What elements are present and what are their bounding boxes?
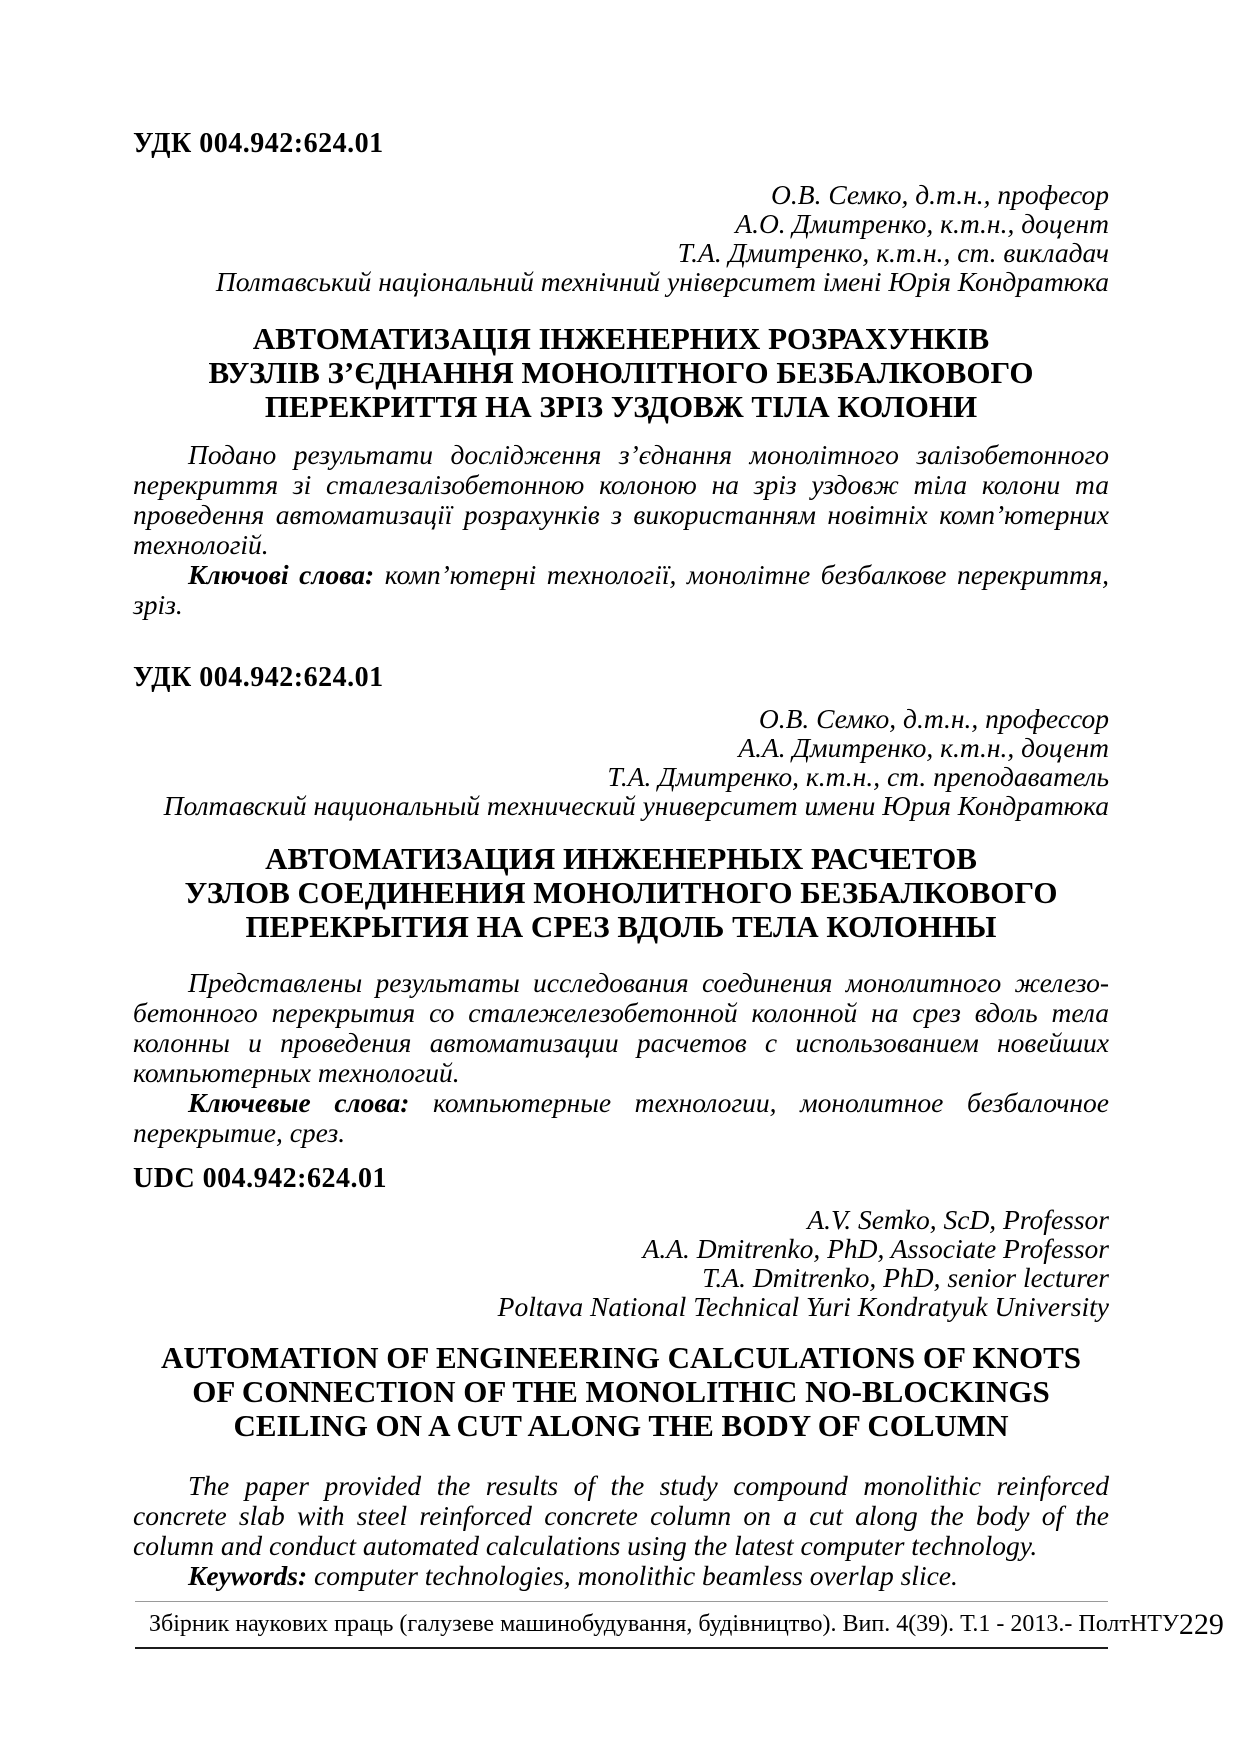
footer-journal-line: Збірник наукових праць (галузеве машинобудування, будівництво). Вип. 4(39). Т.1 - 2013.- ПолтНТУ bbox=[149, 1611, 1179, 1637]
title-line: ПЕРЕКРИТТЯ НА ЗРІЗ УЗДОВЖ ТІЛА КОЛОНИ bbox=[264, 389, 978, 424]
footer-page-number: 229 bbox=[1178, 1607, 1224, 1641]
keywords-label: Ключові слова: bbox=[188, 559, 375, 590]
page-content bbox=[133, 0, 1109, 1591]
author-line: A.A. Dmitrenko, PhD, Associate Professor bbox=[642, 1233, 1109, 1264]
authors-block bbox=[133, 704, 1109, 820]
keywords-paragraph bbox=[133, 1561, 1109, 1591]
section-ukrainian bbox=[133, 128, 1109, 620]
title-line: ВУЗЛІВ З’ЄДНАННЯ МОНОЛІТНОГО БЕЗБАЛКОВОГО bbox=[208, 355, 1034, 390]
page-footer bbox=[135, 1601, 1224, 1649]
author-line: Т.А. Дмитренко, к.т.н., ст. преподаватель bbox=[607, 761, 1109, 792]
title-line: АВТОМАТИЗАЦИЯ ИНЖЕНЕРНЫХ РАСЧЕТОВ bbox=[265, 841, 977, 876]
udc-code: UDC 004.942:624.01 bbox=[133, 1163, 387, 1194]
affiliation-line: Poltava National Technical Yuri Kondratyuk University bbox=[497, 1291, 1109, 1322]
affiliation-line: Полтавский национальный технический университет имени Юрия Кондратюка bbox=[163, 790, 1109, 821]
udc-code: УДК 004.942:624.01 bbox=[133, 662, 384, 693]
author-line: Т.А. Дмитренко, к.т.н., ст. викладач bbox=[677, 237, 1109, 268]
section-russian bbox=[133, 662, 1109, 1148]
authors-block bbox=[133, 1205, 1109, 1321]
paper-title bbox=[133, 322, 1109, 424]
title-line: AUTOMATION OF ENGINEERING CALCULATIONS OF KNOTS bbox=[160, 1340, 1082, 1375]
section-english bbox=[133, 1163, 1109, 1591]
author-line: А.А. Дмитренко, к.т.н., доцент bbox=[738, 732, 1109, 763]
paper-title bbox=[133, 842, 1109, 944]
title-line: ПЕРЕКРЫТИЯ НА СРЕЗ ВДОЛЬ ТЕЛА КОЛОННЫ bbox=[245, 909, 997, 944]
title-line: CEILING ON A CUT ALONG THE BODY OF COLUMN bbox=[233, 1408, 1009, 1443]
keywords-text: комп’ютерні технології, монолітне безбалкове перекриття, зріз. bbox=[133, 559, 1110, 620]
keywords-label: Ключевые слова: bbox=[188, 1087, 410, 1118]
author-line: О.В. Семко, д.т.н., професор bbox=[771, 179, 1109, 210]
paper-title bbox=[133, 1341, 1109, 1443]
author-line: О.В. Семко, д.т.н., профессор bbox=[758, 703, 1109, 734]
title-line: OF CONNECTION OF THE MONOLITHIC NO-BLOCKINGS bbox=[192, 1374, 1050, 1409]
author-line: А.О. Дмитренко, к.т.н., доцент bbox=[735, 208, 1109, 239]
keywords-paragraph bbox=[133, 560, 1109, 620]
title-line: АВТОМАТИЗАЦІЯ ІНЖЕНЕРНИХ РОЗРАХУНКІВ bbox=[252, 321, 990, 356]
keywords-label: Keywords: bbox=[188, 1560, 308, 1591]
author-line: T.A. Dmitrenko, PhD, senior lecturer bbox=[702, 1262, 1109, 1293]
keywords-text: computer technologies, monolithic beamless overlap slice. bbox=[314, 1560, 958, 1591]
author-line: A.V. Semko, ScD, Professor bbox=[807, 1204, 1109, 1235]
affiliation-line: Полтавський національний технічний університет імені Юрія Кондратюка bbox=[215, 266, 1109, 297]
title-line: УЗЛОВ СОЕДИНЕНИЯ МОНОЛИТНОГО БЕЗБАЛКОВОГО bbox=[184, 875, 1058, 910]
authors-block bbox=[133, 180, 1109, 296]
abstract-paragraph: Подано результати дослідження з’єднання монолітного залізобетонного перекриття зі сталезалізобетонною колоною на зріз уздовж тіла колони та проведення автоматизації розрахунків з використанням новітніх комп’ютерних технологій. bbox=[133, 439, 1109, 560]
keywords-text: компьютерные технологии, монолитное безбалочное перекрытие, срез. bbox=[133, 1087, 1110, 1148]
abstract-paragraph: Представлены результаты исследования соединения монолитного железо-бетонного перекрытия со сталежелезобетонной колонной на срез вдоль тела колонны и проведения автоматизации расчетов с использованием новейших компьютерных технологий. bbox=[133, 967, 1109, 1088]
keywords-paragraph bbox=[133, 1088, 1109, 1148]
udc-code: УДК 004.942:624.01 bbox=[133, 128, 384, 159]
abstract-paragraph: The paper provided the results of the study compound monolithic reinforced concrete slab with steel reinforced concrete column on a cut along the body of the column and conduct automated calculations using the latest computer technology. bbox=[133, 1470, 1109, 1561]
